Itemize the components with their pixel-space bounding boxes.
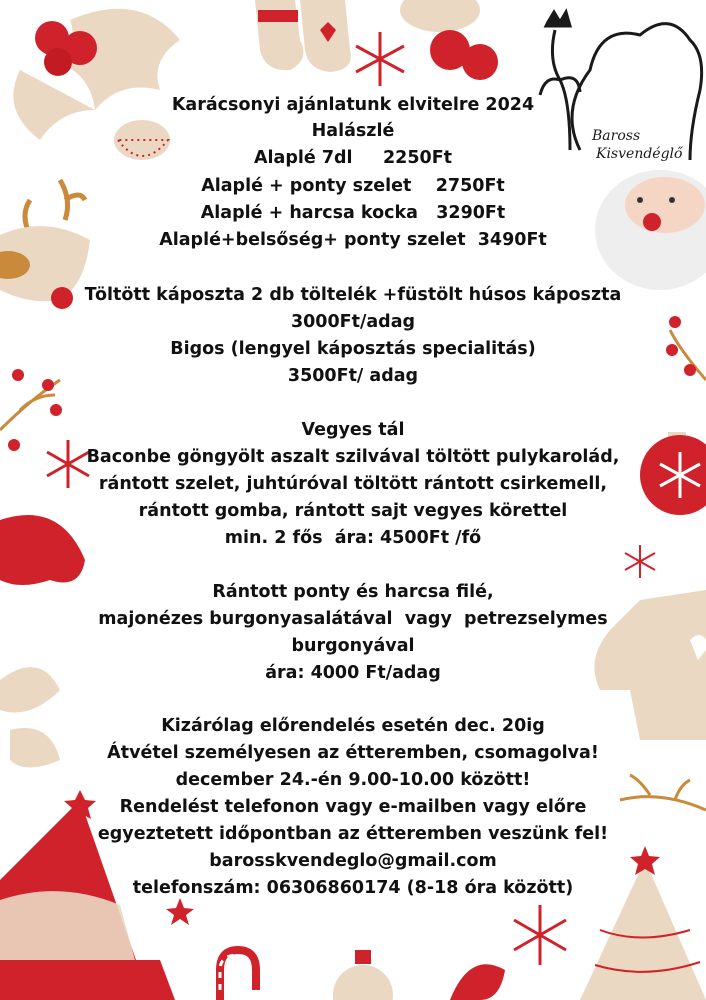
info-line: Kizárólag előrendelés esetén dec. 20ig xyxy=(161,716,545,736)
snowflake-icon xyxy=(356,32,404,86)
halaszle-item: Alaplé+belsőség+ ponty szelet 3490Ft xyxy=(159,230,547,250)
menu-title: Karácsonyi ajánlatunk elvitelre 2024 xyxy=(171,95,535,115)
info-line: Átvétel személyesen az étteremben, csomagolva! xyxy=(107,743,599,763)
ornaments-icon xyxy=(400,0,498,80)
vegyes-tal-line: rántott gomba, rántott sajt vegyes körettel xyxy=(138,501,568,521)
vegyes-tal-line: rántott szelet, juhtúróval töltött rántott csirkemell, xyxy=(98,474,608,494)
sock-icon xyxy=(255,0,351,72)
rantott-ponty-price: ára: 4000 Ft/adag xyxy=(265,663,441,683)
ornament-icon xyxy=(333,950,393,1000)
info-line: december 24.-én 9.00-10.00 között! xyxy=(175,770,531,790)
rantott-ponty-line: majonézes burgonyasalátával vagy petrezselymes xyxy=(98,609,608,629)
snowflake-icon xyxy=(514,905,566,965)
vegyes-tal-heading: Vegyes tál xyxy=(301,420,405,440)
rantott-ponty-line: burgonyával xyxy=(291,636,415,656)
info-line: Rendelést telefonon vagy e-mailben vagy előre xyxy=(119,797,587,817)
bigos-price: 3500Ft/ adag xyxy=(287,366,419,386)
candy-cane-icon xyxy=(220,950,256,1000)
toltott-kaposzta-price: 3000Ft/adag xyxy=(290,312,416,332)
vegyes-tal-price: min. 2 fős ára: 4500Ft /fő xyxy=(224,528,482,548)
leaf-icon xyxy=(450,964,505,1000)
halaszle-item: Alaplé + ponty szelet 2750Ft xyxy=(201,176,505,196)
vegyes-tal-line: Baconbe göngyölt aszalt szilvával töltött pulykarolád, xyxy=(86,447,620,467)
rantott-ponty-line: Rántott ponty és harcsa filé, xyxy=(212,582,494,602)
toltott-kaposzta-name: Töltött káposzta 2 db töltelék +füstölt húsos káposzta xyxy=(84,285,622,305)
logo-name-line2: Kisvendéglő xyxy=(596,146,683,162)
halaszle-heading: Halászlé xyxy=(311,121,395,141)
bigos-name: Bigos (lengyel káposztás specialitás) xyxy=(170,339,536,359)
phone-number[interactable]: telefonszám: 06306860174 (8-18 óra között) xyxy=(132,878,574,898)
logo-name-line1: Baross xyxy=(592,128,641,144)
star-icon xyxy=(166,898,194,925)
halaszle-item: Alaplé + harcsa kocka 3290Ft xyxy=(200,203,506,223)
halaszle-item: Alaplé 7dl 2250Ft xyxy=(253,148,453,168)
info-line: egyeztetett időpontban az étteremben veszünk fel! xyxy=(97,824,609,844)
email-address[interactable]: barosskvendeglo@gmail.com xyxy=(209,851,497,871)
